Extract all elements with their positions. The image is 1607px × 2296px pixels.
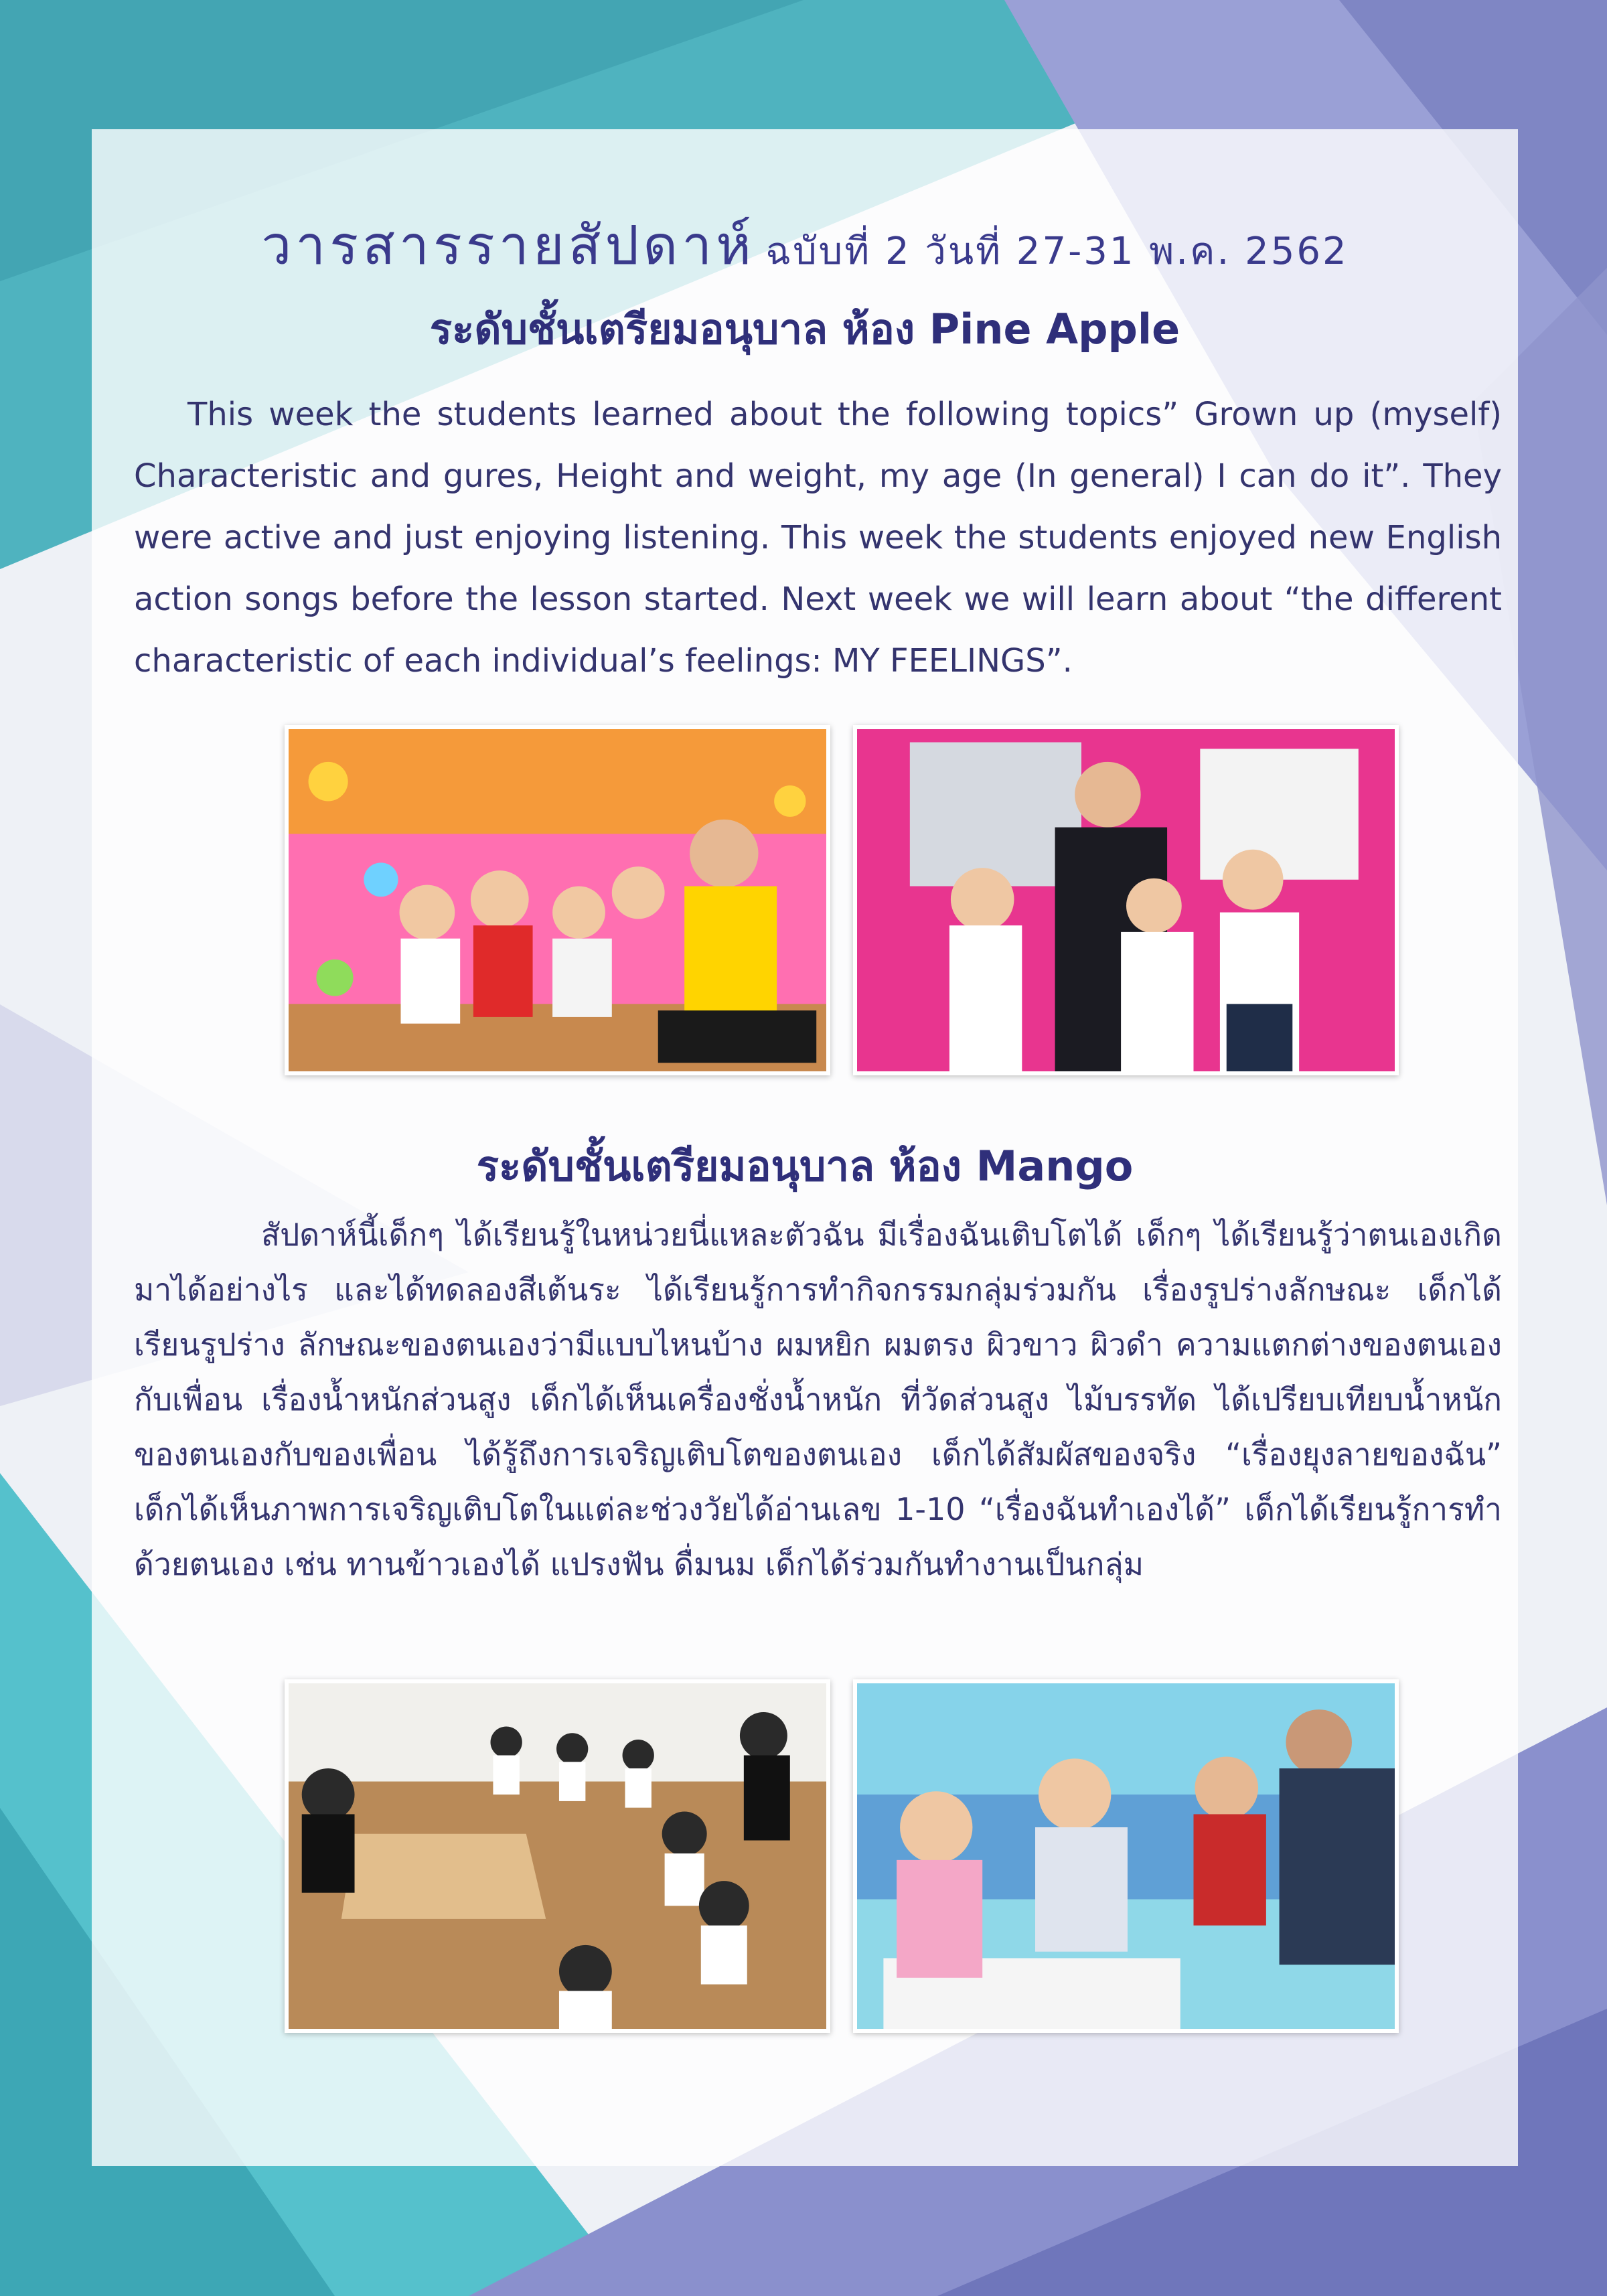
photo-pineapple-1 [285,725,830,1075]
content-panel [92,129,1518,2166]
section-heading-pineapple: ระดับชั้นเตรียมอนุบาล ห้อง Pine Apple [429,305,1180,354]
title-main: วารสารรายสัปดาห์ [261,214,755,277]
section-heading-mango: ระดับชั้นเตรียมอนุบาล ห้อง Mango [476,1142,1134,1191]
photo-mango-2 [853,1679,1399,2033]
title-issue-date: ฉบับที่ 2 วันที่ 27-31 พ.ค. 2562 [765,230,1349,273]
photo-pineapple-2 [853,725,1399,1075]
photo-mango-1 [285,1679,830,2033]
section-body-pineapple: This week the students learned about the following topics” Grown up (myself) Characteristic and gures, Height and weight, my age (In general) I can do it”. They were active and just enjoying listening. This week the students enjoyed new English action songs before the lesson started. Next week we will learn about “the different characteristic of each individual’s feelings: MY FEELINGS”. [134,396,1502,680]
newsletter-title [92,203,1518,288]
section-body-mango: สัปดาห์นี้เด็กๆ ได้เรียนรู้ในหน่วยนี่แหละตัวฉัน มีเรื่องฉันเติบโตได้ เด็กๆ ได้เรียนรู้ว่าตนเองเกิดมาได้อย่างไร และได้ทดลองสีเต้นระ ได้เรียนรู้การทำกิจกรรมกลุ่มร่วมกัน เรื่องรูปร่างลักษณะ เด็กได้เรียนรูปร่าง ลักษณะของตนเองว่ามีแบบไหนบ้าง ผมหยิก ผมตรง ผิวขาว ผิวดำ ความแตกต่างของตนเองกับเพื่อน เรื่องน้ำหนักส่วนสูง เด็กได้เห็นเครื่องชั่งน้ำหนัก ที่วัดส่วนสูง ไม้บรรทัด ได้เปรียบเทียบน้ำหนักของตนเองกับของเพื่อน ได้รู้ถึงการเจริญเติบโตของตนเอง เด็กได้สัมผัสของจริง “เรื่องยุงลายของฉัน” เด็กได้เห็นภาพการเจริญเติบโตในแต่ละช่วงวัยได้อ่านเลข 1-10 “เรื่องฉันทำเองได้” เด็กได้เรียนรู้การทำด้วยตนเอง เช่น ทานข้าวเองได้ แปรงฟัน ดื่มนม เด็กได้ร่วมกันทำงานเป็นกลุ่ม [134,1217,1502,1582]
